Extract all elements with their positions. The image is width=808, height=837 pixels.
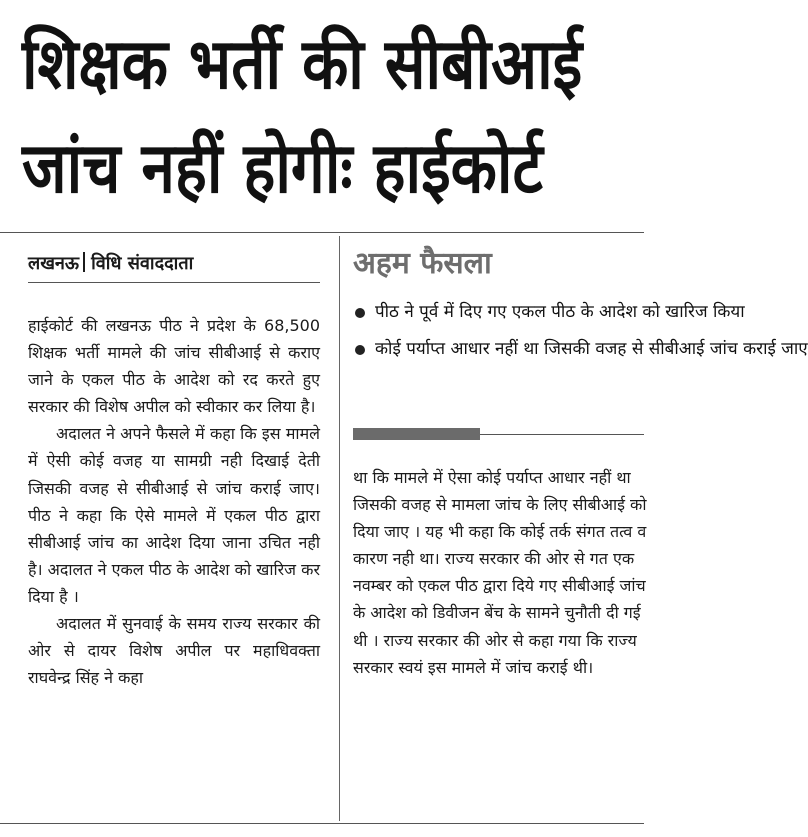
byline-separator (83, 252, 85, 272)
article-paragraph-3: अदालत में सुनवाई के समय राज्य सरकार की ओर से दायर विशेष अपील पर महाधिवक्ता राघवेन्द्र सिंह ने कहा (28, 614, 320, 688)
key-point-text: पीठ ने पूर्व में दिए गए एकल पीठ के आदेश को खारिज किया (375, 302, 745, 322)
byline-place: लखनऊ (28, 253, 80, 274)
headline-line-2: जांच नहीं होगीः हाईकोर्ट (22, 127, 543, 209)
footer-rule (0, 823, 644, 824)
article-paragraph-2: अदालत ने अपने फैसले में कहा कि इस मामले में ऐसी कोई वजह या सामग्री नही दिखाई देती जिसकी वजह से सीबीआई से जांच कराई जाए। पीठ ने कहा कि ऐसे मामले में एकल पीठ द्वारा सीबीआई जांच का आदेश दिया जाना उचित नही है। अदालत ने एकल पीठ के आदेश को खारिज कर दिया है । (28, 424, 320, 606)
article-paragraph-1: हाईकोर्ट की लखनऊ पीठ ने प्रदेश के 68,500 शिक्षक भर्ती मामले की जांच सीबीआई से कराए जाने के एकल पीठ के आदेश को रद करते हुए सरकार की विशेष अपील को स्वीकार कर लिया है। (28, 316, 320, 417)
column-divider (339, 236, 340, 821)
byline-author: विधि संवाददाता (91, 253, 194, 274)
box-title: अहम फैसला (353, 246, 492, 281)
headline-line-1: शिक्षक भर्ती की सीबीआई (22, 23, 583, 105)
article-left-column (28, 312, 320, 691)
key-point-item (353, 300, 745, 325)
bullet-dot-icon (355, 345, 365, 355)
box-bottom-rule (480, 434, 644, 435)
article-right-column (353, 464, 653, 681)
bullet-dot-icon (355, 308, 365, 318)
header-rule (0, 232, 644, 233)
key-point-text: कोई पर्याप्त आधार नहीं था जिसकी वजह से सीबीआई जांच कराई जाए (375, 339, 808, 359)
box-accent-bar (353, 428, 480, 440)
article-continuation: था कि मामले में ऐसा कोई पर्याप्त आधार नहीं था जिसकी वजह से मामला जांच के लिए सीबीआई को दिया जाए । यह भी कहा कि कोई तर्क संगत तत्व व कारण नही था। राज्य सरकार की ओर से गत एक नवम्बर को एकल पीठ द्वारा दिये गए सीबीआई जांच के आदेश को डिवीजन बेंच के सामने चुनौती दी गई थी । राज्य सरकार की ओर से कहा गया कि राज्य सरकार स्वयं इस मामले में जांच कराई थी। (353, 468, 647, 677)
byline-rule (28, 282, 320, 283)
key-point-item (353, 337, 808, 362)
key-points-list (353, 300, 808, 374)
byline (28, 252, 193, 276)
